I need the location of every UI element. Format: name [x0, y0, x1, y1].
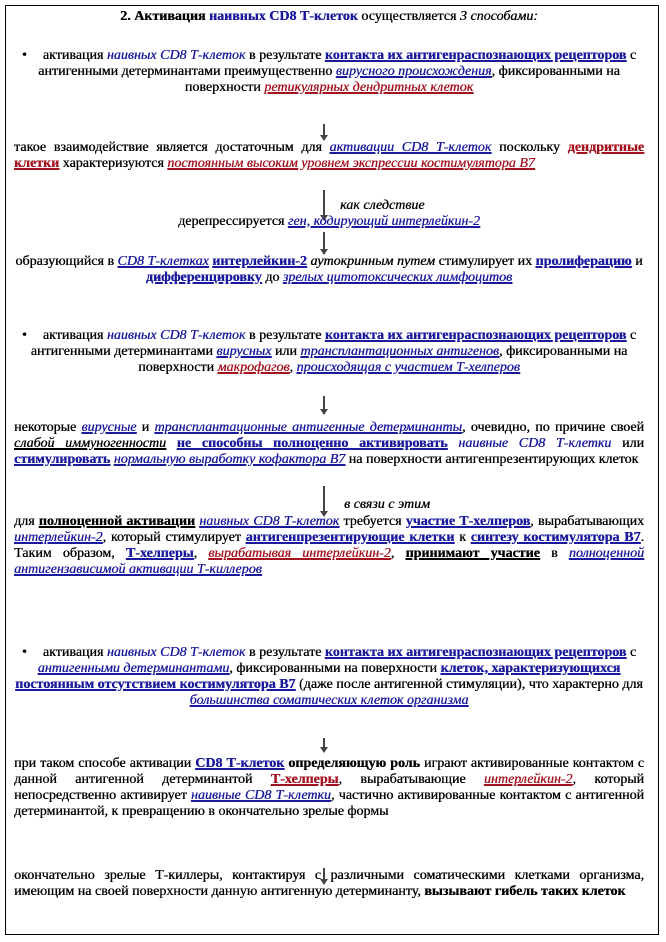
consequence-label: в связи с этим — [344, 497, 430, 512]
paragraph-helper-participation: для полноценной активации наивных CD8 Т-клеток требуется участие Т-хелперов, вырабатывающих интерлейкин-2, который стимулирует антигенпрезентирующие клетки к синтезу костимулятора В7. Таким образом, Т-хелперы, вырабатывая интерлейкин-2, принимают участие в полноценной антигензависимой активации Т-киллеров — [14, 514, 645, 577]
method-3-item: • активация наивных CD8 Т-клеток в результате контакта их антигенраспознающих рецепторов с антигенными детерминантами, фиксированными на поверхности клеток, характеризующихся постоянным отсутствием костимулятора В7 (даже после антигенной стимуляции), что характерно для большинства соматических клеток организма — [15, 645, 643, 708]
arrow-down-icon — [323, 738, 325, 748]
paragraph-derepression: дерепрессируется ген, кодирующий интерлейкин-2 — [178, 214, 480, 229]
arrow-down-icon — [323, 190, 325, 216]
paragraph-weak-immunogenicity: некоторые вирусные и трансплантационные антигенные детерминанты, очевидно, по причине своей слабой иммуногенности не способны полноценно активировать наивные CD8 Т-клетки или стимулировать нормальную выработку кофактора В7 на поверхности антигенпрезентирующих клеток — [14, 420, 645, 467]
bullet-icon: • — [21, 48, 27, 63]
method-1-item: • активация наивных CD8 Т-клеток в результате контакта их антигенраспознающих рецепторов с антигенными детерминантами преимущественно вирусного происхождения, фиксированными на поверхности ретикулярных дендритных клеток — [21, 48, 637, 95]
paragraph-killers: окончательно зрелые Т-киллеры, контактируя с различными соматическими клетками организма, имеющим на своей поверхности данную антигенную детерминанту, вызывают гибель таких клеток — [14, 868, 644, 899]
method-2-item: • активация наивных CD8 Т-клеток в результате контакта их антигенраспознающих рецепторов с антигенными детерминантами вирусных или трансплантационных антигенов, фиксированными на поверхности макрофагов, происходящая с участием Т-хелперов — [21, 328, 637, 375]
arrow-down-icon — [323, 232, 325, 250]
paragraph-interaction: такое взаимодействие является достаточным для активации CD8 Т-клеток поскольку дендритные клетки характеризуются постоянным высоким уровнем экспрессии костимулятора В7 — [14, 140, 645, 171]
paragraph-third-method: при таком способе активации CD8 Т-клеток определяющую роль играют активированные контактом с данной антигенной детерминантой Т-хелперы, вырабатывающие интерлейкин-2, который непосредственно активирует наивные CD8 Т-клетки, частично активированные контактом с антигенной детерминантой, к превращению в окончательно зрелые формы — [14, 756, 645, 819]
bullet-icon: • — [21, 328, 27, 343]
paragraph-il2: образующийся в CD8 Т-клетках интерлейкин-2 аутокринным путем стимулирует их пролиферацию и дифференцировку до зрелых цитотоксических лимфоцитов — [15, 254, 643, 285]
consequence-label: как следствие — [340, 198, 425, 213]
section-title: 2. Активация наивных CD8 Т-клеток осуществляется 3 способами: — [120, 9, 538, 24]
bullet-icon: • — [21, 645, 27, 660]
arrow-down-icon — [323, 486, 325, 512]
arrow-down-icon — [323, 124, 325, 136]
arrow-down-icon — [323, 396, 325, 410]
